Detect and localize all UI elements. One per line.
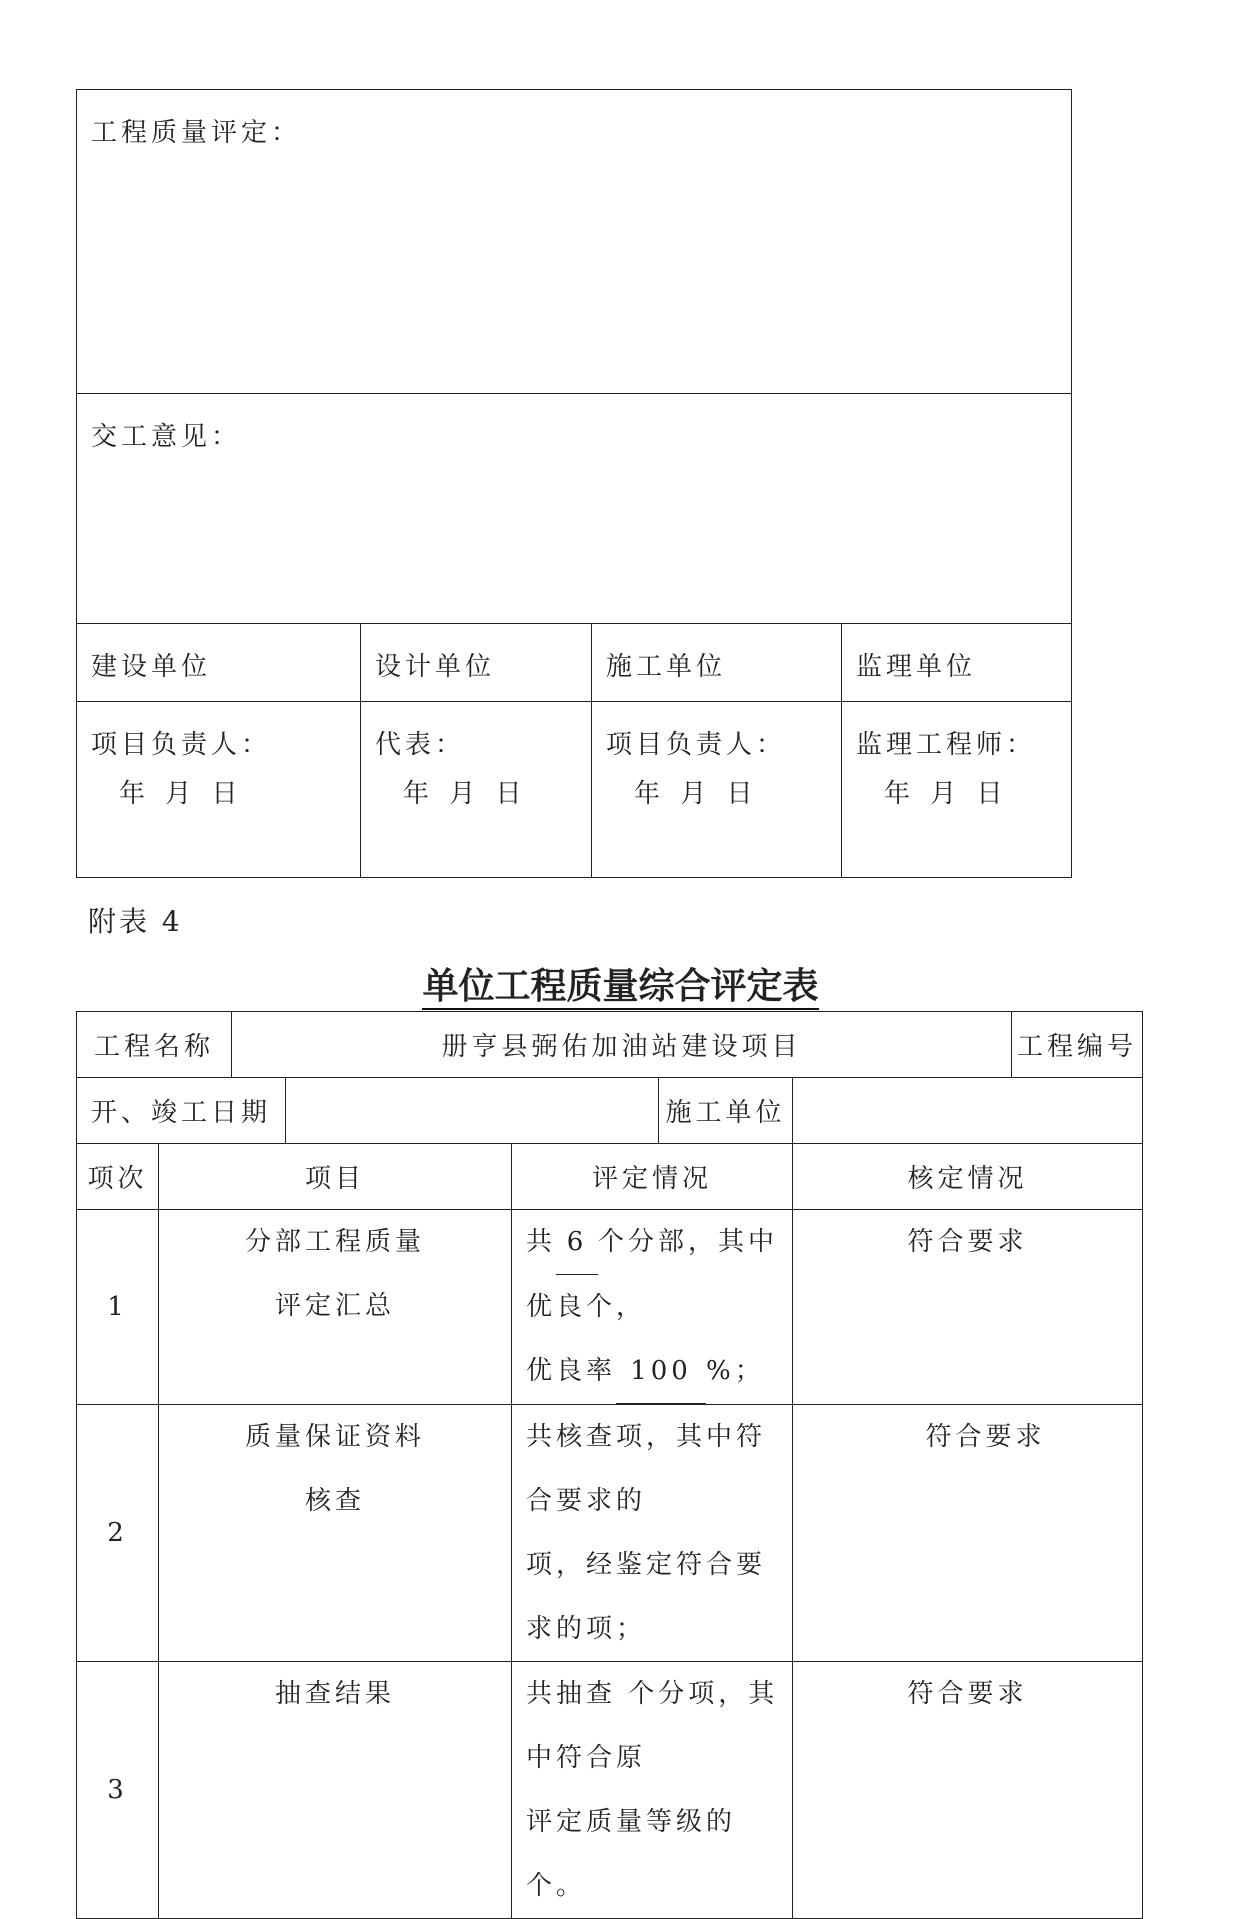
appendix-caption: 附表 4: [88, 905, 183, 938]
row-item: 抽查结果: [159, 1662, 512, 1919]
unit-header-design: 设计单位: [361, 624, 592, 702]
project-name-value: 册亨县弼佑加油站建设项目: [232, 1012, 1012, 1078]
row-assessment: 共核查项，其中符合要求的 项，经鉴定符合要求的项；: [512, 1405, 793, 1662]
subsection-count: 6: [556, 1210, 598, 1275]
signer-label: 项目负责人：: [91, 730, 272, 760]
unit-header-contractor: 施工单位: [592, 624, 842, 702]
unit-header-supervisor: 监理单位: [842, 624, 1072, 702]
header-item: 项目: [159, 1144, 512, 1210]
start-end-dates-value: [286, 1078, 659, 1144]
row-verification: 符合要求: [793, 1662, 1143, 1919]
start-end-dates-label: 开、竣工日期: [77, 1078, 286, 1144]
project-no-label: 工程编号: [1012, 1012, 1143, 1078]
signature-date: 年 月 日: [884, 779, 1009, 809]
signature-date: 年 月 日: [119, 779, 244, 809]
quality-assessment-form: [76, 1011, 1143, 1919]
signer-label: 项目负责人：: [606, 730, 787, 760]
row-index: 1: [77, 1210, 159, 1405]
signer-label: 监理工程师：: [856, 730, 1037, 760]
header-verification: 核定情况: [793, 1144, 1143, 1210]
handover-opinion-label: 交工意见：: [91, 422, 242, 452]
page-title: 单位工程质量综合评定表: [0, 958, 1241, 1009]
signer-cell-design: [361, 702, 592, 878]
header-index: 项次: [77, 1144, 159, 1210]
row-index: 2: [77, 1405, 159, 1662]
row-item: 分部工程质量 评定汇总: [159, 1210, 512, 1405]
unit-header-construction-owner: 建设单位: [77, 624, 361, 702]
row-verification: 符合要求: [793, 1405, 1143, 1662]
row-verification: 符合要求: [793, 1210, 1143, 1405]
signer-cell-contractor: [592, 702, 842, 878]
header-assessment: 评定情况: [512, 1144, 793, 1210]
project-name-label: 工程名称: [77, 1012, 232, 1078]
acceptance-table: [76, 89, 1072, 878]
quality-assessment-cell: [77, 90, 1072, 394]
excellence-rate: 100: [616, 1339, 706, 1404]
signature-date: 年 月 日: [634, 779, 759, 809]
handover-opinion-cell: [77, 394, 1072, 624]
signer-cell-owner: [77, 702, 361, 878]
row-assessment: 共 6 个分部，其中优良个， 优良率 100 %；: [512, 1210, 793, 1405]
signer-cell-supervisor: [842, 702, 1072, 878]
quality-assessment-label: 工程质量评定：: [91, 118, 302, 148]
constructor-value: [793, 1078, 1143, 1144]
signer-label: 代表：: [375, 730, 466, 760]
row-item: 质量保证资料 核查: [159, 1405, 512, 1662]
signature-date: 年 月 日: [403, 779, 528, 809]
row-assessment: 共抽查 个分项，其中符合原 评定质量等级的个。: [512, 1662, 793, 1919]
constructor-label: 施工单位: [659, 1078, 793, 1144]
row-index: 3: [77, 1662, 159, 1919]
